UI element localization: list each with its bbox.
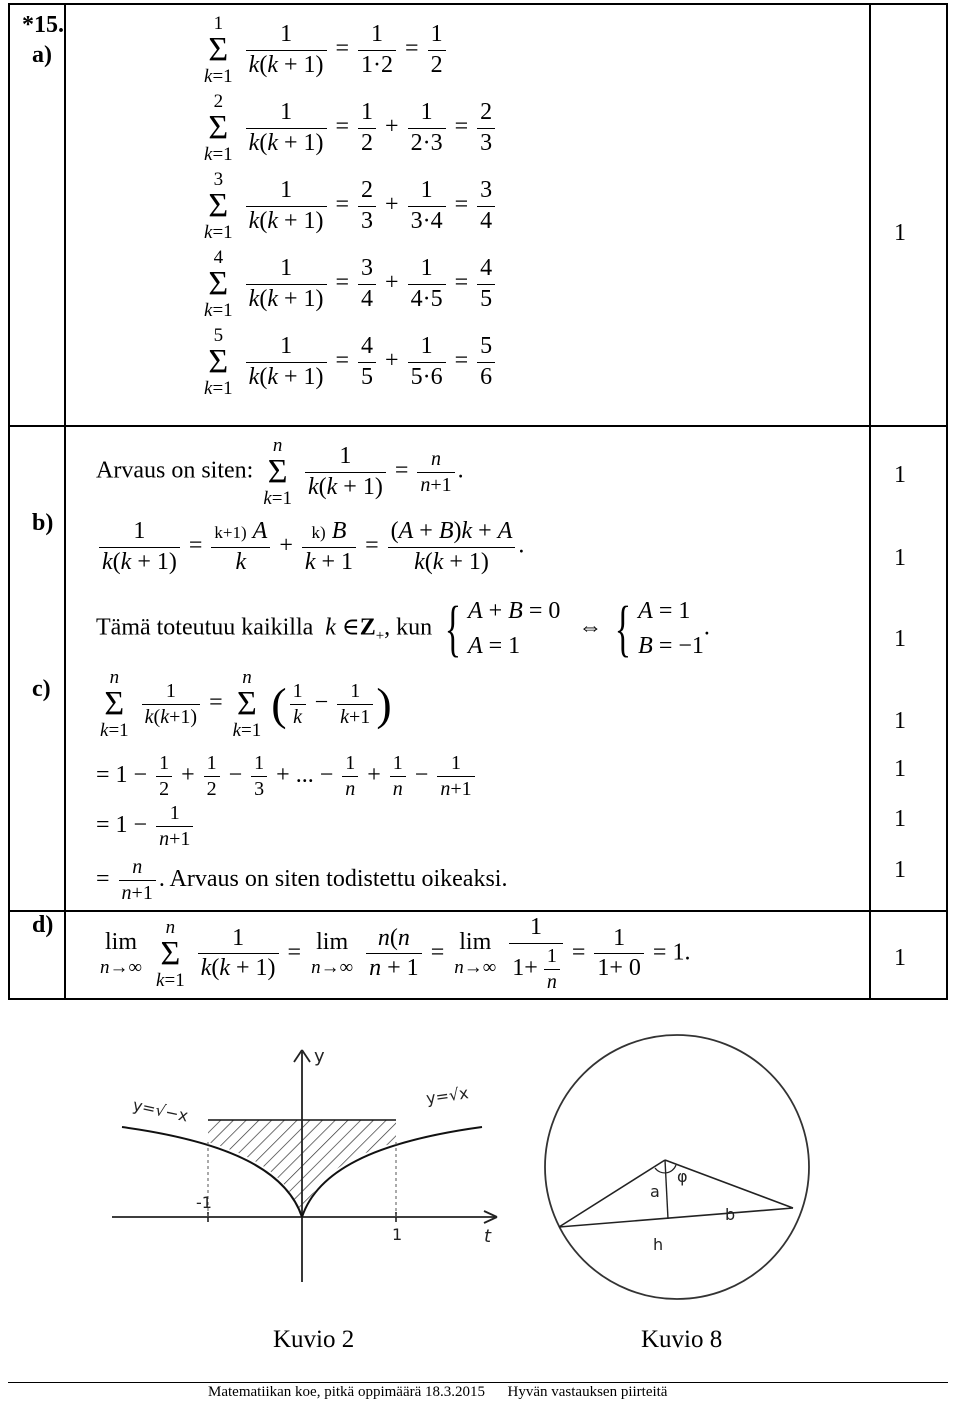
points-divider (869, 5, 871, 998)
caption-figure-2: Kuvio 2 (273, 1326, 355, 1353)
row-divider (10, 425, 946, 427)
point: 1 (894, 806, 906, 832)
label-b-side: b (725, 1205, 736, 1224)
point: 1 (894, 462, 906, 488)
point: 1 (894, 756, 906, 782)
sum-2: 2 Σ k=1 $\frac{1}{k(k + 1)}$ = $\frac{1}{2}$ + $\frac{1}{2\cdot 3}$ = $\frac{2}{3}$ (200, 92, 498, 164)
height-h (665, 1160, 668, 1219)
label-b: b) (32, 510, 54, 536)
conclusion-text: . Arvaus on siten todistettu oikeaksi. (158, 866, 508, 893)
sum-5: 5 Σ k=1 $\frac{1}{k(k + 1)}$ = $\frac{4}{5}$ + $\frac{1}{5\cdot 6}$ = $\frac{5}{6}$ (200, 326, 498, 398)
label-c: c) (32, 676, 51, 702)
b-text: Tämä toteutuu kaikilla (96, 614, 314, 641)
column-divider (64, 5, 66, 998)
point: 1 (894, 545, 906, 571)
row-divider (10, 910, 946, 912)
footer (208, 1384, 667, 1401)
telescoping-sum: n Σ k=1 $\frac{1}{k(k+1)}$ = n Σ k=1 ( $\frac{1}{k}$ − $\frac{1}{k+1}$ ) (100, 667, 392, 741)
footer-exam: Matematiikan koe, pitkä oppimäärä 18.3.2015 (208, 1384, 486, 1400)
b-kun: , kun (384, 614, 433, 641)
footer-note: Hyvän vastauksen piirteitä (507, 1384, 668, 1400)
guess-line: Arvaus on siten: n Σ k=1 $\frac{1}{k(k + 1)}$ = $\frac{n}{n+1}$ . (96, 435, 464, 509)
shaded-region-left (208, 1120, 302, 1217)
tick-label-1: 1 (392, 1225, 403, 1244)
point: 1 (894, 857, 906, 883)
label-a-side: a (650, 1182, 660, 1201)
curve-right-label: y=√x (424, 1083, 470, 1108)
system-line: Tämä toteutuu kaikilla k $\in Z_+$, kun { A + B = 0 A = 1 ⇔ { A = 1 B = −1. (96, 594, 710, 663)
partial-fraction: $\frac{1}{k(k + 1)}$ = $\frac{k+1) A}{k}$ + $\frac{k) B}{k + 1}$ = $\frac{(A + B)k + A}{k(k + 1)}$ . (96, 518, 524, 576)
chord-base (559, 1208, 793, 1227)
point: 1 (894, 945, 906, 971)
figure-2 (92, 1032, 512, 1297)
x-axis-label: t (484, 1226, 492, 1247)
guess-text: Arvaus on siten: (96, 457, 254, 484)
footer-divider (8, 1382, 948, 1383)
conclusion-line: = $\frac{n}{n+1}$ . Arvaus on siten todistettu oikeaksi. (96, 856, 508, 904)
curve-left-label: y=√−x (131, 1095, 190, 1126)
shaded-region-right (302, 1120, 396, 1217)
label-a: a) (32, 42, 52, 68)
caption-figure-8: Kuvio 8 (641, 1326, 723, 1353)
y-axis-label: y (314, 1046, 325, 1067)
sum-3: 3 Σ k=1 $\frac{1}{k(k + 1)}$ = $\frac{2}{3}$ + $\frac{1}{3\cdot 4}$ = $\frac{3}{4}$ (200, 170, 498, 242)
point: 1 (894, 626, 906, 652)
telescoping-result: = 1 − $\frac{1}{n+1}$ (96, 802, 196, 851)
point: 1 (894, 708, 906, 734)
point: 1 (894, 220, 906, 246)
label-d: d) (32, 912, 54, 938)
figure-8 (535, 1032, 825, 1302)
label-h: h (653, 1235, 664, 1254)
sum-1: 1 Σ k=1 $\frac{1}{k(k + 1)}$ = $\frac{1}{1\cdot 2}$ = $\frac{1}{2}$ (200, 14, 449, 86)
tick-label-neg1: -1 (196, 1193, 212, 1212)
limit-line: lim n→∞ n Σ k=1 $\frac{1}{k(k + 1)}$ = lim n→∞ $\frac{n(n}{n + 1}$ = lim n→∞ 1 1+ $\frac{1}{n}$ = $\frac{1}{1+ 0}$ = 1. (100, 914, 691, 993)
telescoping-expand: = 1 − $\frac{1}{2}$ + $\frac{1}{2}$ − $\frac{1}{3}$ + ... − $\frac{1}{n}$ + $\frac{1}{n}$ − $\frac{1}{n+1}$ (96, 752, 478, 801)
label-phi: φ (677, 1167, 688, 1186)
problem-number: *15. (22, 12, 64, 38)
sum-4: 4 Σ k=1 $\frac{1}{k(k + 1)}$ = $\frac{3}{4}$ + $\frac{1}{4\cdot 5}$ = $\frac{4}{5}$ (200, 248, 498, 320)
